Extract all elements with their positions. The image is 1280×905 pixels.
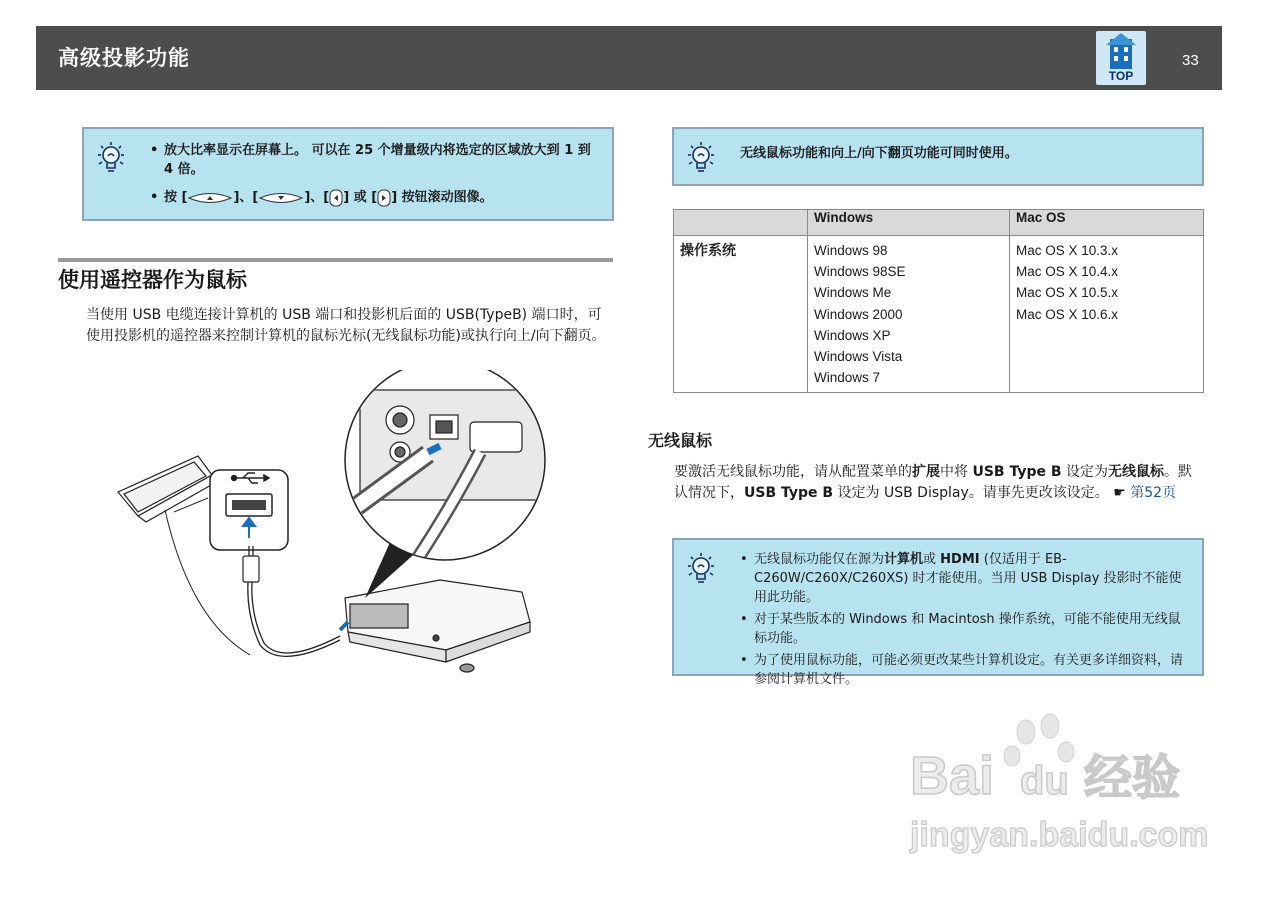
windows-version: Windows Vista	[814, 349, 903, 365]
usb-connection-illustration	[110, 370, 560, 680]
table-header-row	[674, 210, 1204, 236]
setting-value: 无线鼠标	[1107, 464, 1164, 480]
text: 。默认情况下，	[674, 464, 1192, 501]
text: 中将	[940, 464, 973, 480]
top-button[interactable]	[1096, 31, 1146, 85]
table-row	[674, 236, 1204, 393]
lightbulb-tip-icon	[682, 550, 720, 588]
mac-version: Mac OS X 10.5.x	[1016, 285, 1119, 301]
text: 设定为 USB Display。请事先更改该设定。	[833, 485, 1114, 501]
watermark-url: jingyan.baidu.com	[910, 816, 1208, 854]
table-header-cell: Windows	[808, 210, 1010, 236]
section-paragraph: 当使用 USB 电缆连接计算机的 USB 端口和投影机后面的 USB(TypeB) 端口时，可使用投影机的遥控器来控制计算机的鼠标光标(无线鼠标功能)或执行向上/向下翻页。	[86, 307, 606, 344]
pointing-hand-icon: ☛	[1113, 485, 1126, 501]
os-table	[673, 209, 1204, 393]
source-name: 计算机	[884, 552, 924, 567]
note-item: • 对于某些版本的 Windows 和 Macintosh 操作系统，可能不能使用无线鼠标功能。	[740, 610, 1192, 648]
note-text: 无线鼠标功能和向上/向下翻页功能可同时使用。	[740, 146, 1018, 161]
windows-cell	[808, 236, 1010, 393]
table-header-cell: Mac OS	[1010, 210, 1204, 236]
lightbulb-tip-icon	[92, 139, 130, 177]
top-label: TOP	[1108, 69, 1134, 83]
setting-name: USB Type B	[972, 464, 1062, 480]
note-text: ] 按钮滚动图像。	[391, 190, 493, 205]
lightbulb-tip-icon	[682, 139, 720, 177]
laptop-drawing	[118, 456, 220, 522]
header-bar	[36, 26, 1222, 90]
windows-version: Windows 98	[814, 243, 888, 258]
up-key-icon	[187, 190, 233, 206]
subsection-title: 无线鼠标	[648, 431, 713, 450]
text: (仅适用于 EB-C260W/C260X/C260XS) 时才能使用。当用 USB Display 投影时不能使用此功能。	[754, 552, 1182, 605]
right-key-icon	[377, 189, 391, 207]
row-label: 操作系统	[674, 236, 808, 393]
mac-cell	[1010, 236, 1204, 393]
page-reference-link[interactable]: 第52页	[1130, 485, 1177, 501]
note-item: • 放大比率显示在屏幕上。 可以在 25 个增量级内将选定的区域放大到 1 到 4 倍。	[150, 141, 600, 179]
note-item	[150, 188, 600, 207]
note-box-zoom	[82, 127, 614, 221]
note-text: ]、[	[233, 190, 259, 205]
mac-version: Mac OS X 10.6.x	[1016, 306, 1119, 322]
down-key-icon	[258, 190, 304, 206]
mac-version: Mac OS X 10.3.x	[1016, 243, 1119, 258]
menu-name: 扩展	[912, 464, 940, 480]
note-text: ] 或 [	[343, 190, 378, 205]
source-name: HDMI	[940, 552, 980, 567]
note-box-restrictions	[672, 538, 1204, 687]
text: 设定为	[1061, 464, 1108, 480]
text: 或	[923, 552, 941, 567]
page-number: 33	[1182, 52, 1199, 69]
note-text: ]、[	[304, 190, 330, 205]
zoom-callout	[338, 370, 550, 598]
windows-version: Windows 7	[814, 370, 881, 386]
note-text: 按 [	[164, 190, 188, 205]
windows-version: Windows Me	[814, 285, 892, 301]
watermark-brand2: du	[1020, 759, 1069, 803]
mac-version: Mac OS X 10.4.x	[1016, 264, 1119, 280]
left-key-icon	[329, 189, 343, 207]
note-box-simultaneous	[672, 127, 1204, 186]
section-title: 使用遥控器作为鼠标	[58, 268, 247, 292]
section-divider	[58, 258, 613, 262]
note-item	[740, 550, 1192, 607]
text: 要激活无线鼠标功能，请从配置菜单的	[674, 464, 912, 480]
note-item: • 为了使用鼠标功能，可能必须更改某些计算机设定。有关更多详细资料，请参阅计算机文件。	[740, 651, 1192, 689]
windows-version: Windows 2000	[814, 306, 903, 322]
chapter-title: 高级投影功能	[58, 46, 190, 70]
wireless-paragraph	[674, 462, 1204, 504]
text: 无线鼠标功能仅在源为	[754, 552, 885, 567]
watermark-brand: Bai	[910, 746, 995, 806]
windows-version: Windows XP	[814, 327, 891, 343]
watermark-cn: 经验	[1084, 750, 1181, 806]
baidu-watermark	[908, 712, 1208, 862]
table-header-cell	[674, 210, 808, 236]
windows-version: Windows 98SE	[814, 264, 906, 280]
setting-name: USB Type B	[744, 485, 834, 501]
